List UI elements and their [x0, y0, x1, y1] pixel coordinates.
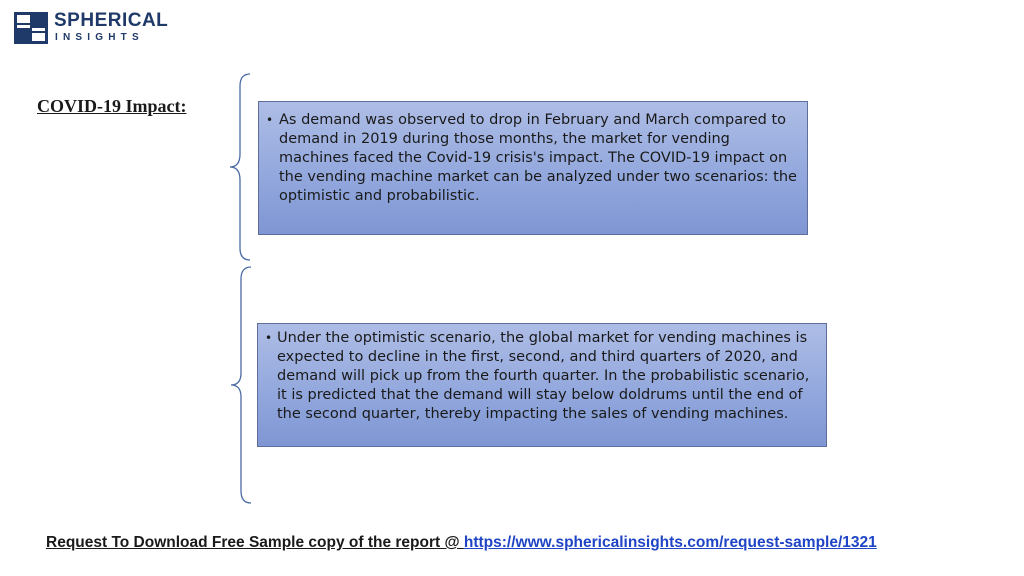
footer-label: Request To Download Free Sample copy of the report @ — [46, 534, 464, 551]
footer-request-line — [46, 533, 877, 553]
bullet-marker: • — [266, 113, 274, 127]
curly-brace-top — [226, 72, 254, 262]
impact-point-box — [258, 101, 808, 235]
scenario-point-box — [257, 323, 827, 447]
request-sample-link[interactable]: https://www.sphericalinsights.com/request-sample/1321 — [463, 534, 877, 551]
scenario-point-text: Under the optimistic scenario, the global market for vending machines is expected to decline in the first, second, and third quarters of 2020, and demand will pick up from the fourth quarter. In the probabilistic scenario, it is predicted that the demand will stay below doldrums until the end of the second quarter, thereby impacting the sales of vending machines. — [277, 330, 810, 422]
bullet-marker: • — [265, 331, 273, 345]
impact-point-text: As demand was observed to drop in February and March compared to demand in 2019 during those months, the market for vending machines faced the Covid-19 crisis's impact. The COVID-19 impact on the vending machine market can be analyzed under two scenarios: the optimistic and probabilistic. — [279, 112, 797, 204]
spherical-insights-logo-icon — [14, 12, 48, 44]
logo-wordmark: SPHERICAL — [54, 10, 169, 31]
logo-tagline: INSIGHTS — [55, 32, 144, 43]
brand-logo — [14, 10, 169, 46]
section-title: COVID-19 Impact: — [37, 96, 187, 116]
curly-brace-bottom — [229, 265, 257, 505]
